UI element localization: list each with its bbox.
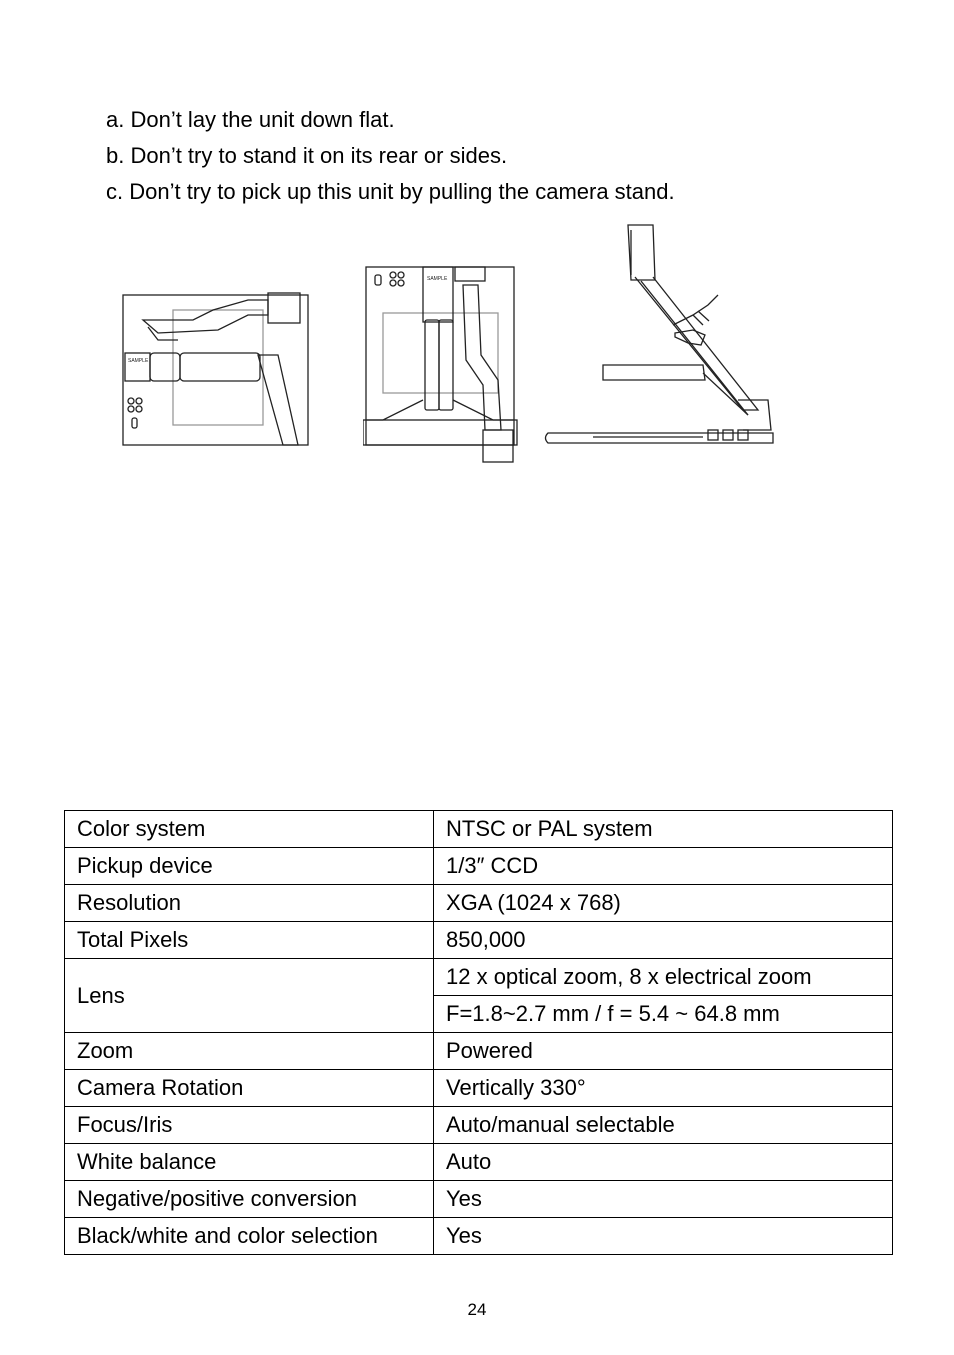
spec-value: 12 x optical zoom, 8 x electrical zoom xyxy=(434,959,893,996)
spec-label: Pickup device xyxy=(65,848,434,885)
spec-value: Auto xyxy=(434,1144,893,1181)
table-row xyxy=(65,848,893,885)
spec-value: 1/3″ CCD xyxy=(434,848,893,885)
spec-label: Focus/Iris xyxy=(65,1107,434,1144)
device-illustrations xyxy=(118,215,778,470)
note-item: a. Don’t lay the unit down flat. xyxy=(106,107,395,132)
table-row xyxy=(65,1144,893,1181)
spec-value: 850,000 xyxy=(434,922,893,959)
table-row xyxy=(65,1033,893,1070)
table-row xyxy=(65,959,893,996)
note-item: c. Don’t try to pick up this unit by pulling the camera stand. xyxy=(106,179,675,204)
front-view-illustration xyxy=(363,215,523,465)
table-row xyxy=(65,885,893,922)
front-view-label: SAMPLE xyxy=(427,276,448,282)
spec-value: F=1.8~2.7 mm / f = 5.4 ~ 64.8 mm xyxy=(434,996,893,1033)
table-row xyxy=(65,1181,893,1218)
handling-notes xyxy=(106,102,675,210)
spec-value: NTSC or PAL system xyxy=(434,811,893,848)
spec-value: Powered xyxy=(434,1033,893,1070)
spec-label: Black/white and color selection xyxy=(65,1218,434,1255)
spec-value: Auto/manual selectable xyxy=(434,1107,893,1144)
spec-value: XGA (1024 x 768) xyxy=(434,885,893,922)
page-number: 24 xyxy=(467,1300,487,1319)
spec-label: White balance xyxy=(65,1144,434,1181)
table-row xyxy=(65,922,893,959)
spec-label: Zoom xyxy=(65,1033,434,1070)
spec-label: Color system xyxy=(65,811,434,848)
carrying-view-illustration xyxy=(543,215,778,455)
table-row xyxy=(65,1218,893,1255)
spec-label: Resolution xyxy=(65,885,434,922)
table-row xyxy=(65,1107,893,1144)
spec-value: Yes xyxy=(434,1181,893,1218)
side-view-label: SAMPLE xyxy=(128,358,149,364)
spec-label: Lens xyxy=(65,959,434,1033)
spec-value: Yes xyxy=(434,1218,893,1255)
spec-label: Total Pixels xyxy=(65,922,434,959)
spec-value: Vertically 330° xyxy=(434,1070,893,1107)
side-view-illustration xyxy=(118,215,318,455)
table-row xyxy=(65,1070,893,1107)
spec-label: Camera Rotation xyxy=(65,1070,434,1107)
spec-label: Negative/positive conversion xyxy=(65,1181,434,1218)
note-item: b. Don’t try to stand it on its rear or sides. xyxy=(106,143,508,168)
specifications-table xyxy=(64,810,893,1255)
table-row xyxy=(65,811,893,848)
